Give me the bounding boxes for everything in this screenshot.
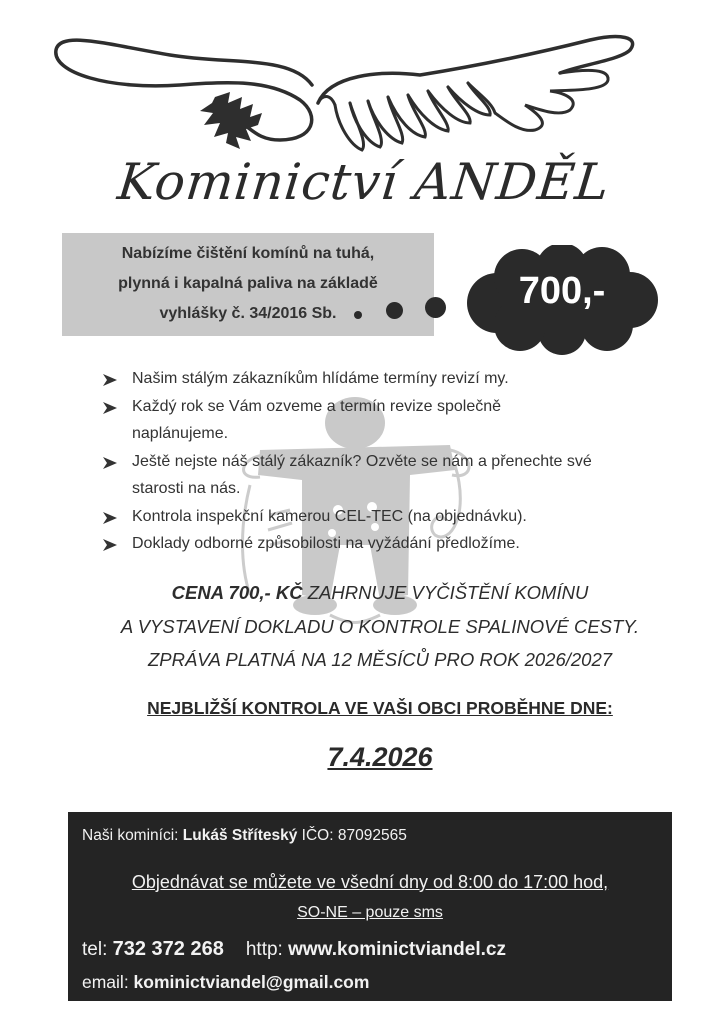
list-item <box>102 368 682 396</box>
price-badge: 700,- <box>518 270 606 312</box>
company-logo-title: Kominictví ANDĚL <box>114 153 613 211</box>
arrow-bullet-icon <box>102 373 118 387</box>
angel-wings-logo-icon <box>50 25 650 155</box>
arrow-bullet-icon <box>102 401 118 415</box>
list-item-text: naplánujeme. <box>132 425 229 442</box>
email-label: email: <box>82 972 134 992</box>
price-info-line-1 <box>60 582 700 604</box>
sweepers-label: Naši kominíci: <box>82 827 183 844</box>
phone-number[interactable]: 732 372 268 <box>112 938 224 960</box>
list-item-continuation <box>102 423 682 451</box>
sweeper-name: Lukáš Stříteský <box>182 827 298 844</box>
offer-line-2: plynná i kapalná paliva na základě <box>118 275 378 292</box>
sweepers-line <box>82 827 407 845</box>
list-item-text: Každý rok se Vám ozveme a termín revize společně <box>132 397 502 415</box>
thought-dot-large-icon <box>425 297 446 318</box>
ico-number: IČO: 87092565 <box>297 827 407 844</box>
list-item <box>102 506 682 534</box>
email-link[interactable]: kominictviandel@gmail.com <box>133 972 370 992</box>
offer-line-3: vyhlášky č. 34/2016 Sb. <box>159 305 337 322</box>
weekend-info-text: SO-NE – pouze sms <box>297 904 443 921</box>
price-info-line-3: ZPRÁVA PLATNÁ NA 12 MĚSÍCŮ PRO ROK 2026/2027 <box>147 649 613 670</box>
next-check-label: NEJBLIŽŠÍ KONTROLA VE VAŠI OBCI PROBĚHNE DNE: <box>147 698 613 718</box>
website-link[interactable]: www.kominictviandel.cz <box>288 939 506 960</box>
list-item-text: Doklady odborné způsobilosti na vyžádání předložíme. <box>132 535 520 552</box>
order-hours <box>68 872 672 893</box>
order-hours-text: Objednávat se můžete ve všední dny od 8:00 do 17:00 hod, <box>131 872 609 892</box>
thought-dot-small-icon <box>354 311 362 319</box>
http-label: http: <box>245 939 289 960</box>
offer-box <box>62 233 434 336</box>
contact-box <box>68 812 672 1001</box>
list-item-text: Našim stálým zákazníkům hlídáme termíny revizí my. <box>132 370 509 387</box>
phone-web-line <box>82 938 506 961</box>
email-line <box>82 972 369 993</box>
list-item-text: Ještě nejste náš stálý zákazník? Ozvěte se nám a přenechte své <box>132 452 592 470</box>
price-info-rest: ZAHRNUJE VYČIŠTĚNÍ KOMÍNU <box>302 582 589 603</box>
next-check-date: 7.4.2026 <box>327 742 433 772</box>
arrow-bullet-icon <box>102 538 118 552</box>
list-item <box>102 396 682 424</box>
arrow-bullet-icon <box>102 511 118 525</box>
weekend-info <box>68 904 672 922</box>
list-item-continuation <box>102 478 682 506</box>
tel-label: tel: <box>82 939 113 960</box>
price-info-bold: CENA 700,- KČ <box>171 582 303 603</box>
list-item-text: starosti na nás. <box>132 480 241 497</box>
chimney-brush-icon <box>200 92 262 149</box>
price-info-line-2: A VYSTAVENÍ DOKLADU O KONTROLE SPALINOVÉ CESTY. <box>120 616 640 637</box>
list-item <box>102 451 682 479</box>
benefits-list <box>102 368 682 561</box>
arrow-bullet-icon <box>102 456 118 470</box>
offer-line-1: Nabízíme čištění komínů na tuhá, <box>121 245 375 262</box>
thought-dot-medium-icon <box>386 302 403 319</box>
list-item <box>102 533 682 561</box>
list-item-text: Kontrola inspekční kamerou CEL-TEC (na objednávku). <box>132 507 527 525</box>
